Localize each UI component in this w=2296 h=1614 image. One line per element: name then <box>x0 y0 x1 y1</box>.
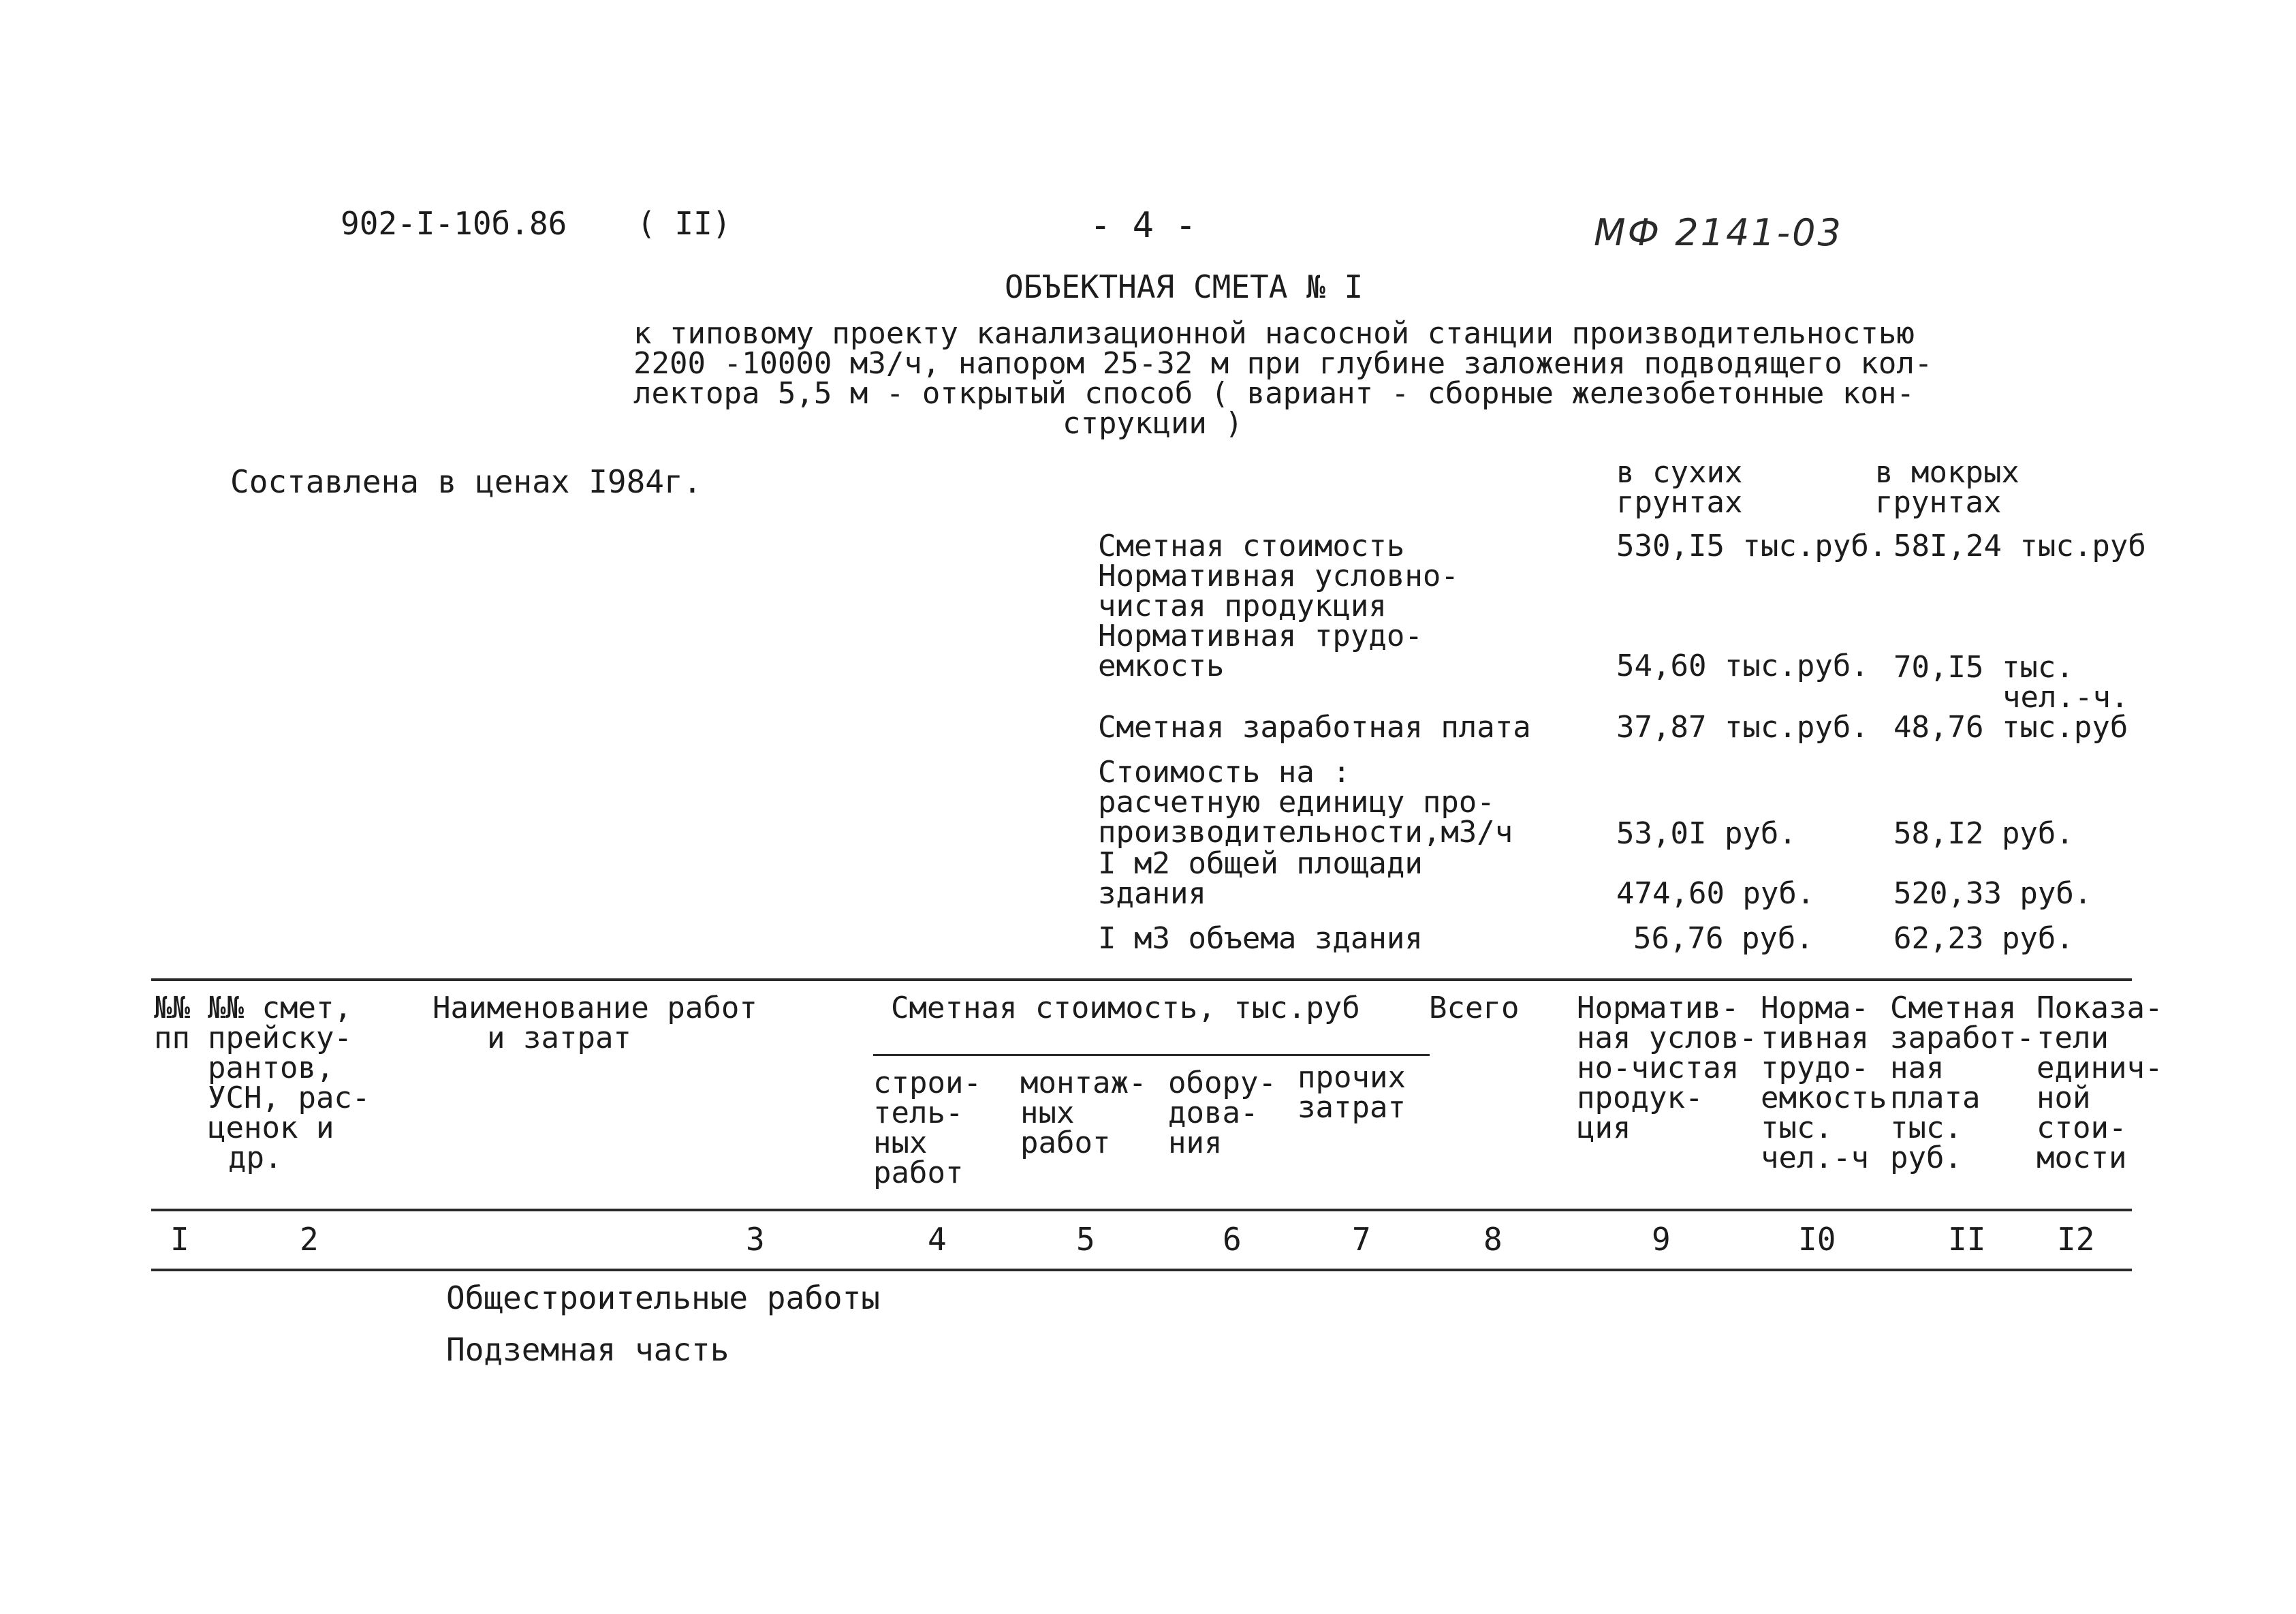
cost-group-rule <box>873 1054 1430 1056</box>
header-col-total: Всего <box>1429 991 1520 1025</box>
column-number-2: 2 <box>300 1221 319 1258</box>
header-col-other-costs: прочих затрат <box>1298 1060 1406 1125</box>
header-col-unit-indicators: Показа- тели единич- ной стои- мости <box>2036 991 2163 1175</box>
volume-cost-dry: 56,76 руб. <box>1633 921 1814 956</box>
header-col-net-products: Норматив- ная услов- но-чистая продук- ция <box>1577 991 1757 1145</box>
volume-cost-label: I м3 объема здания <box>1098 921 1423 956</box>
wage-label: Сметная заработная плата <box>1098 710 1531 745</box>
column-number-1: I <box>170 1221 189 1258</box>
handwritten-stamp: МФ 2141-03 <box>1594 211 1843 254</box>
column-number-3: 3 <box>746 1221 765 1258</box>
page-number: - 4 - <box>1090 205 1197 246</box>
header-cost-group: Сметная стоимость, тыс.руб <box>891 991 1360 1025</box>
prices-note: Составлена в ценах I984г. <box>230 463 702 500</box>
area-cost-label: I м2 общей площади здания <box>1098 846 1423 911</box>
header-col-number: №№ пп <box>154 991 190 1055</box>
header-col-estimate-refs: №№ смет, прейску- рантов, УСН, рас- ценок и др. <box>208 991 371 1175</box>
table-top-rule <box>151 978 2132 981</box>
column-number-7: 7 <box>1352 1221 1371 1258</box>
column-number-8: 8 <box>1483 1221 1503 1258</box>
labor-dry: 54,60 тыс.руб. <box>1616 649 1869 683</box>
cost-label: Сметная стоимость <box>1098 529 1405 563</box>
column-dry-soils-header: в сухих грунтах <box>1616 455 1743 520</box>
labor-label: Нормативная трудо- емкость <box>1098 619 1423 683</box>
column-number-11: II <box>1948 1221 1986 1258</box>
header-col-construction: строи- тель- ных работ <box>873 1066 981 1190</box>
volume-cost-wet: 62,23 руб. <box>1893 921 2074 956</box>
section-underground-part: Подземная часть <box>446 1331 729 1368</box>
header-col-wages: Сметная заработ- ная плата тыс. руб. <box>1890 991 2034 1175</box>
area-cost-dry: 474,60 руб. <box>1616 876 1815 911</box>
column-number-9: 9 <box>1652 1221 1671 1258</box>
column-number-4: 4 <box>928 1221 947 1258</box>
table-header-rule <box>151 1209 2132 1211</box>
cost-dry: 530,I5 тыс.руб. <box>1616 529 1887 563</box>
page-title: ОБЪЕКТНАЯ СМЕТА № I <box>1005 268 1364 305</box>
header-col-labor: Норма- тивная трудо- емкость тыс. чел.-ч <box>1761 991 1887 1175</box>
document-part: ( II) <box>637 205 732 242</box>
cost-wet: 58I,24 тыс.руб <box>1893 529 2146 563</box>
area-cost-wet: 520,33 руб. <box>1893 876 2092 911</box>
wage-dry: 37,87 тыс.руб. <box>1616 710 1869 745</box>
header-col-work-name: Наименование работ и затрат <box>433 991 757 1055</box>
table-numbers-rule <box>151 1269 2132 1271</box>
labor-wet: 70,I5 тыс. чел.-ч. <box>1893 650 2129 715</box>
section-general-construction: Общестроительные работы <box>446 1279 880 1316</box>
document-code: 902-I-10б.86 <box>341 205 567 242</box>
subtitle: к типовому проекту канализационной насосной станции производительностью 2200 -10000 м3/ч, напором 25-32 м при глубине заложения подводящего кол- лектора 5,5 м - открытый способ ( вариант - сборные железобетонные кон- струкции ) <box>633 316 1933 441</box>
products-label: Нормативная условно- чистая продукция <box>1098 559 1459 623</box>
wage-wet: 48,76 тыс.руб <box>1893 710 2128 745</box>
column-number-12: I2 <box>2057 1221 2095 1258</box>
unit-cost-dry: 53,0I руб. <box>1616 816 1797 851</box>
column-wet-soils-header: в мокрых грунтах <box>1875 455 2019 520</box>
header-col-equipment: обору- дова- ния <box>1168 1066 1276 1160</box>
column-number-6: 6 <box>1223 1221 1242 1258</box>
header-col-installation: монтаж- ных работ <box>1020 1066 1147 1160</box>
unit-cost-wet: 58,I2 руб. <box>1893 816 2074 851</box>
unit-cost-label: Стоимость на : расчетную единицу про- производительности,м3/ч <box>1098 755 1513 850</box>
column-number-10: I0 <box>1798 1221 1836 1258</box>
column-number-5: 5 <box>1076 1221 1095 1258</box>
